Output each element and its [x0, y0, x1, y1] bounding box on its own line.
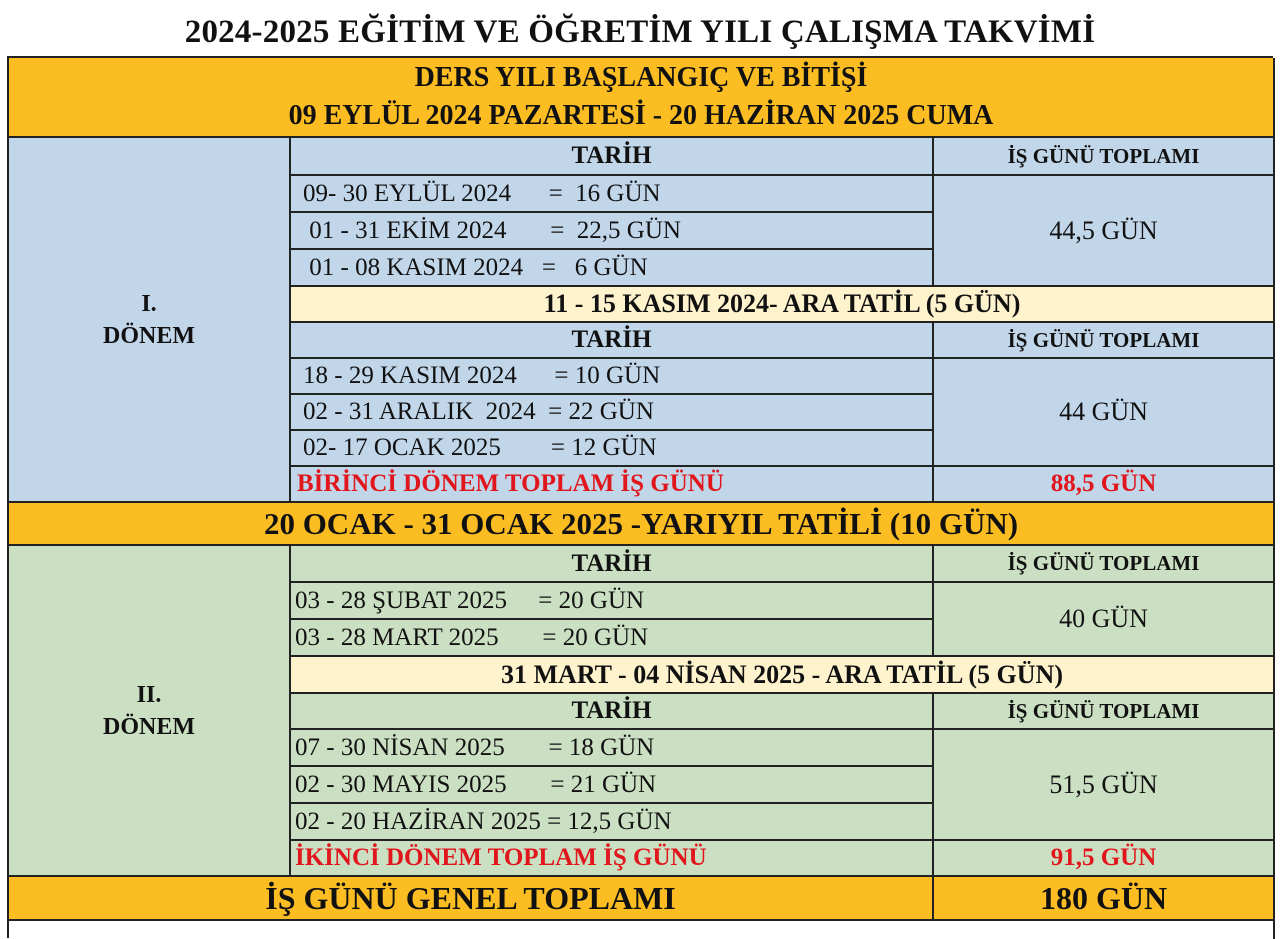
- row-text: 02 - 30 MAYIS 2025 = 21 GÜN: [295, 770, 657, 798]
- school-year-header-dates: 09 EYLÜL 2024 PAZARTESİ - 20 HAZİRAN 2025 CUMA: [288, 100, 994, 131]
- term1-block2-total-header: İŞ GÜNÜ TOPLAMI: [934, 323, 1275, 359]
- row-text: 07 - 30 NİSAN 2025 = 18 GÜN: [295, 733, 655, 761]
- term2-block1-total-header: İŞ GÜNÜ TOPLAMI: [934, 546, 1275, 583]
- grand-total-value: 180 GÜN: [934, 877, 1275, 921]
- table-row: [291, 431, 934, 467]
- term1-sum-value: 88,5 GÜN: [934, 467, 1275, 503]
- term2-sum-label: İKİNCİ DÖNEM TOPLAM İŞ GÜNÜ: [291, 841, 934, 877]
- page-title: 2024-2025 EĞİTİM VE ÖĞRETİM YILI ÇALIŞMA TAKVİMİ: [184, 14, 1096, 50]
- term1-sum-label: BİRİNCİ DÖNEM TOPLAM İŞ GÜNÜ: [291, 467, 934, 503]
- term1-block1-total: 44,5 GÜN: [934, 176, 1275, 287]
- school-year-header-title: DERS YILI BAŞLANGIÇ VE BİTİŞİ: [414, 62, 868, 93]
- term1-label-number: I.: [141, 290, 157, 317]
- trailing-empty-row: [9, 921, 1275, 939]
- term1-block2-date-header: TARİH: [291, 323, 934, 359]
- table-row: [291, 730, 934, 767]
- table-row: [291, 804, 934, 841]
- table-row: [291, 620, 934, 657]
- row-text: 02 - 31 ARALIK 2024 = 22 GÜN: [303, 398, 654, 425]
- semester-break-band: 20 OCAK - 31 OCAK 2025 -YARIYIL TATİLİ (10 GÜN): [9, 503, 1275, 546]
- term1-block1-total-header: İŞ GÜNÜ TOPLAMI: [934, 138, 1275, 176]
- calendar-table: [7, 56, 1273, 938]
- term2-block1-date-header: TARİH: [291, 546, 934, 583]
- table-row: [291, 583, 934, 620]
- table-row: [291, 176, 934, 213]
- term1-block2-total: 44 GÜN: [934, 359, 1275, 467]
- row-text: 02- 17 OCAK 2025 = 12 GÜN: [303, 434, 657, 461]
- term2-label-text: DÖNEM: [103, 713, 195, 740]
- row-text: 18 - 29 KASIM 2024 = 10 GÜN: [303, 362, 661, 389]
- term2-label: [9, 546, 291, 877]
- term2-block1-total: 40 GÜN: [934, 583, 1275, 657]
- grand-total-label: İŞ GÜNÜ GENEL TOPLAMI: [9, 877, 934, 921]
- term1-label-text: DÖNEM: [103, 322, 195, 349]
- table-row: [291, 767, 934, 804]
- row-text: 03 - 28 MART 2025 = 20 GÜN: [295, 623, 649, 651]
- table-row: [291, 395, 934, 431]
- table-row: [291, 213, 934, 250]
- term1-block1-date-header: TARİH: [291, 138, 934, 176]
- table-row: [291, 359, 934, 395]
- term2-label-number: II.: [136, 681, 162, 708]
- term2-mid-break: 31 MART - 04 NİSAN 2025 - ARA TATİL (5 GÜN): [291, 657, 1275, 694]
- row-text: 09- 30 EYLÜL 2024 = 16 GÜN: [303, 179, 661, 207]
- row-text: 01 - 31 EKİM 2024 = 22,5 GÜN: [303, 216, 681, 244]
- row-text: 03 - 28 ŞUBAT 2025 = 20 GÜN: [295, 586, 645, 614]
- row-text: 01 - 08 KASIM 2024 = 6 GÜN: [303, 253, 648, 281]
- term2-block2-total-header: İŞ GÜNÜ TOPLAMI: [934, 694, 1275, 730]
- table-row: [291, 250, 934, 287]
- row-text: 02 - 20 HAZİRAN 2025 = 12,5 GÜN: [295, 807, 672, 835]
- term2-block2-total: 51,5 GÜN: [934, 730, 1275, 841]
- term1-mid-break: 11 - 15 KASIM 2024- ARA TATİL (5 GÜN): [291, 287, 1275, 323]
- school-year-header: [9, 58, 1275, 138]
- term2-block2-date-header: TARİH: [291, 694, 934, 730]
- term1-label: [9, 138, 291, 503]
- term2-sum-value: 91,5 GÜN: [934, 841, 1275, 877]
